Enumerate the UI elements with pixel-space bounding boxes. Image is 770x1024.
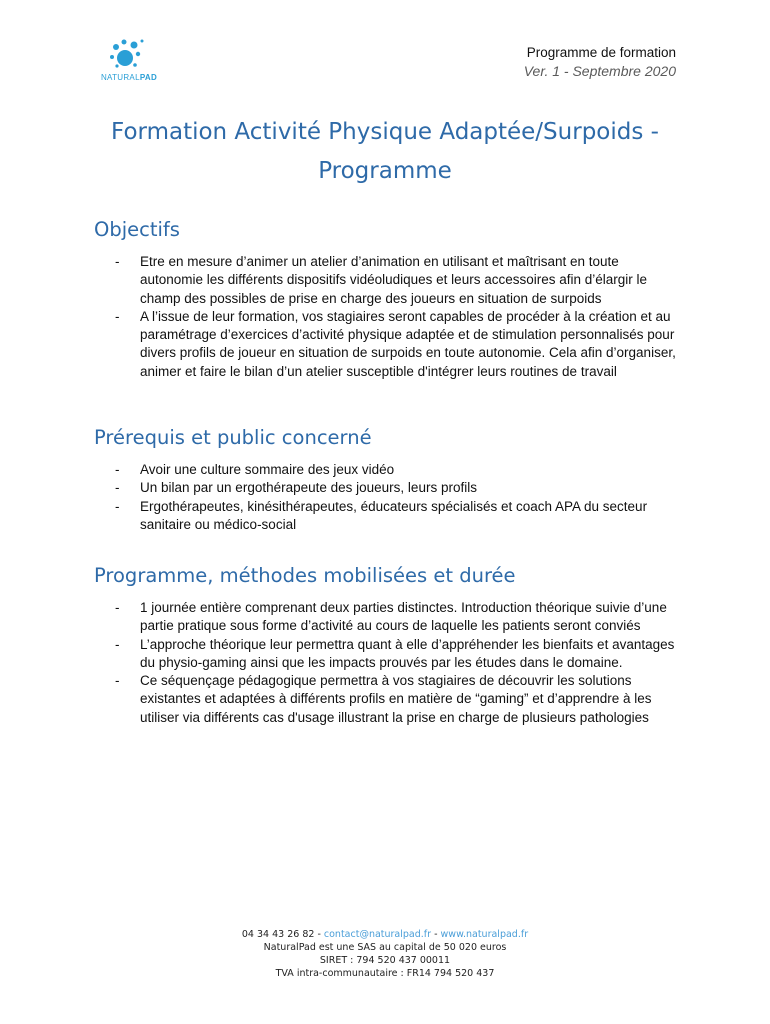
list-item: - Un bilan par un ergothérapeute des joueurs, leurs profils: [115, 480, 477, 496]
list-item-text: Un bilan par un ergothérapeute des joueurs, leurs profils: [140, 480, 477, 496]
list-item-text: L’approche théorique leur permettra quant à elle d’appréhender les bienfaits et avantages du physio-gaming ainsi que les impacts prouvés par les études dans le domaine.: [140, 636, 675, 670]
section-heading: Prérequis et public concerné: [94, 426, 372, 449]
list-item: - 1 journée entière comprenant deux parties distinctes. Introduction théorique suivie d’une partie pratique sous forme d’activité au cours de laquelle les patients seront conviés: [115, 600, 667, 634]
footer-separator: -: [431, 929, 441, 940]
footer-email-link[interactable]: contact@naturalpad.fr: [323, 929, 432, 940]
bullet-list: [94, 253, 684, 381]
doc-type: Programme de formation: [526, 45, 676, 60]
bullet-list: [94, 461, 684, 534]
footer-company: NaturalPad est une SAS au capital de 50 020 euros: [263, 942, 507, 953]
list-item-text: 1 journée entière comprenant deux parties distinctes. Introduction théorique suivie d’une partie pratique sous forme d’activité au cours de laquelle les patients seront conviés: [140, 600, 667, 634]
list-item-text: A l’issue de leur formation, vos stagiaires seront capables de procéder à la création et au paramétrage d’exercices d’activité physique adaptée et de stimulation personnalisés pour divers profils de joueur en situation de surpoids en toute autonomie. Cela afin d’organiser, animer et faire le bilan d’un atelier susceptible d'intégrer leurs routines de travail: [140, 308, 676, 379]
section-prerequis: [94, 425, 684, 534]
list-item-text: Avoir une culture sommaire des jeux vidéo: [140, 462, 395, 477]
logo-wordmark-b: PAD: [139, 73, 158, 82]
footer-contact-line: [0, 928, 770, 941]
list-item: - Ce séquençage pédagogique permettra à vos stagiaires de découvrir les solutions existantes et adaptées à différents profils en matière de “gaming” et d’apprendre à les utiliser via différents cas d'usage illustrant la prise en charge de plusieurs pathologies: [115, 673, 652, 725]
footer-website-link[interactable]: www.naturalpad.fr: [440, 929, 529, 940]
page-footer: [0, 928, 770, 980]
doc-version: Ver. 1 - Septembre 2020: [523, 63, 676, 79]
section-objectifs: [94, 217, 684, 381]
section-heading: Programme, méthodes mobilisées et durée: [94, 564, 516, 587]
bullet-list: [94, 599, 684, 727]
naturalpad-logo: [94, 30, 164, 82]
list-item: - A l’issue de leur formation, vos stagiaires seront capables de procéder à la création et au paramétrage d’exercices d’activité physique adaptée et de stimulation personnalisés pour divers profils de joueur en situation de surpoids en toute autonomie. Cela afin d’organiser, animer et faire le bilan d’un atelier susceptible d'intégrer leurs routines de travail: [115, 308, 676, 379]
logo-wordmark: [94, 73, 164, 82]
section-programme: [94, 563, 684, 727]
footer-separator: -: [314, 929, 324, 940]
logo-wordmark-a: NATURAL: [100, 73, 140, 82]
page-title-line1: Formation Activité Physique Adaptée/Surpoids -: [111, 119, 659, 145]
list-item-text: Ce séquençage pédagogique permettra à vos stagiaires de découvrir les solutions existantes et adaptées à différents profils en matière de “gaming” et d’apprendre à les utiliser via différents cas d'usage illustrant la prise en charge de plusieurs pathologies: [140, 673, 652, 725]
footer-tva: TVA intra-communautaire : FR14 794 520 437: [275, 968, 495, 979]
list-item-text: Ergothérapeutes, kinésithérapeutes, éducateurs spécialisés et coach APA du secteur sanitaire ou médico-social: [140, 498, 648, 532]
footer-phone: 04 34 43 26 82: [241, 929, 315, 940]
list-item: - Ergothérapeutes, kinésithérapeutes, éducateurs spécialisés et coach APA du secteur sanitaire ou médico-social: [115, 498, 648, 532]
header-meta: [524, 43, 676, 81]
page-title: [94, 113, 676, 191]
list-item: - Avoir une culture sommaire des jeux vidéo: [115, 462, 395, 477]
list-item-text: Etre en mesure d’animer un atelier d’animation en utilisant et maîtrisant en toute autonomie les différents dispositifs vidéoludiques et leurs accessoires afin d’élargir le champ des possibles de prise en charge des joueurs en situation de surpoids: [140, 254, 648, 306]
footer-siret: SIRET : 794 520 437 00011: [319, 955, 451, 966]
splash-logo-icon: [94, 30, 164, 74]
list-item: - L’approche théorique leur permettra quant à elle d’appréhender les bienfaits et avantages du physio-gaming ainsi que les impacts prouvés par les études dans le domaine.: [115, 636, 675, 670]
list-item: - Etre en mesure d’animer un atelier d’animation en utilisant et maîtrisant en toute autonomie les différents dispositifs vidéoludiques et leurs accessoires afin d’élargir le champ des possibles de prise en charge des joueurs en situation de surpoids: [115, 254, 648, 306]
page-title-line2: Programme: [318, 158, 452, 184]
section-heading: Objectifs: [94, 218, 180, 241]
